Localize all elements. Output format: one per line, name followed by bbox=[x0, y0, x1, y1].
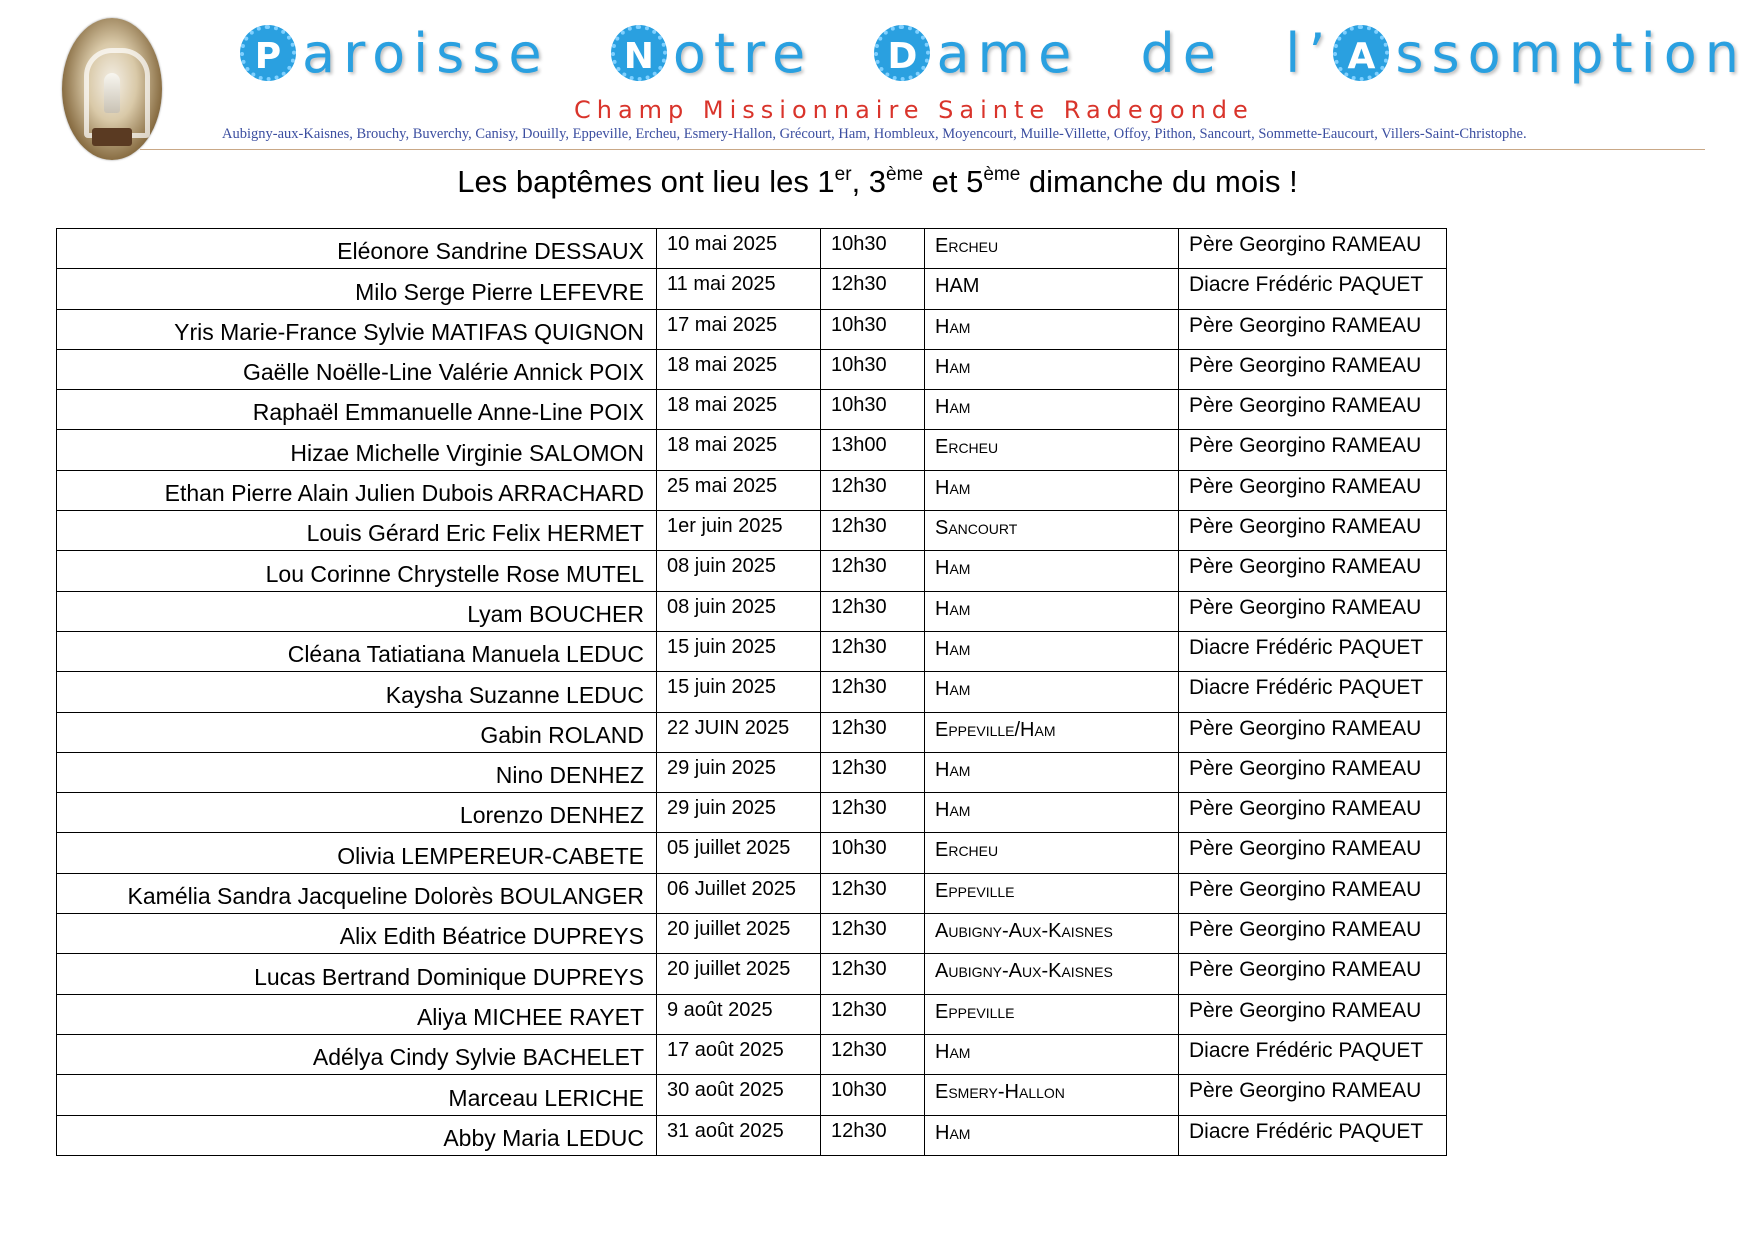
time-cell: 12h30 bbox=[821, 793, 925, 833]
headline-sup: er bbox=[834, 164, 852, 185]
date-cell: 18 mai 2025 bbox=[657, 430, 821, 470]
officiant-cell: Père Georgino RAMEAU bbox=[1179, 873, 1447, 913]
parish-title bbox=[240, 22, 1747, 92]
officiant-cell: Diacre Frédéric PAQUET bbox=[1179, 631, 1447, 671]
officiant-cell: Père Georgino RAMEAU bbox=[1179, 793, 1447, 833]
child-name-cell: Adélya Cindy Sylvie BACHELET bbox=[57, 1034, 657, 1074]
headline-text: dimanche du mois ! bbox=[1020, 164, 1298, 199]
logo-statue bbox=[104, 73, 120, 113]
time-cell: 12h30 bbox=[821, 994, 925, 1034]
child-name-cell: Alix Edith Béatrice DUPREYS bbox=[57, 914, 657, 954]
place-cell: Ham bbox=[925, 631, 1179, 671]
date-cell: 1er juin 2025 bbox=[657, 511, 821, 551]
officiant-cell: Père Georgino RAMEAU bbox=[1179, 1075, 1447, 1115]
officiant-cell: Père Georgino RAMEAU bbox=[1179, 833, 1447, 873]
place-cell: Aubigny-Aux-Kaisnes bbox=[925, 914, 1179, 954]
table-row bbox=[57, 470, 1447, 510]
officiant-cell: Père Georgino RAMEAU bbox=[1179, 229, 1447, 269]
date-cell: 05 juillet 2025 bbox=[657, 833, 821, 873]
date-cell: 17 août 2025 bbox=[657, 1034, 821, 1074]
child-name-cell: Lou Corinne Chrystelle Rose MUTEL bbox=[57, 551, 657, 591]
time-cell: 12h30 bbox=[821, 591, 925, 631]
date-cell: 11 mai 2025 bbox=[657, 269, 821, 309]
officiant-cell: Père Georgino RAMEAU bbox=[1179, 954, 1447, 994]
time-cell: 12h30 bbox=[821, 954, 925, 994]
child-name-cell: Cléana Tatiatiana Manuela LEDUC bbox=[57, 631, 657, 671]
date-cell: 29 juin 2025 bbox=[657, 752, 821, 792]
time-cell: 12h30 bbox=[821, 873, 925, 913]
date-cell: 22 JUIN 2025 bbox=[657, 712, 821, 752]
child-name-cell: Milo Serge Pierre LEFEVRE bbox=[57, 269, 657, 309]
title-word bbox=[1285, 22, 1333, 85]
child-name-cell: Yris Marie-France Sylvie MATIFAS QUIGNON bbox=[57, 309, 657, 349]
date-cell: 18 mai 2025 bbox=[657, 390, 821, 430]
officiant-cell: Diacre Frédéric PAQUET bbox=[1179, 1115, 1447, 1155]
officiant-cell: Diacre Frédéric PAQUET bbox=[1179, 672, 1447, 712]
place-cell: Ham bbox=[925, 793, 1179, 833]
officiant-cell: Père Georgino RAMEAU bbox=[1179, 511, 1447, 551]
table-row bbox=[57, 712, 1447, 752]
title-word bbox=[611, 22, 813, 85]
title-rest: ame bbox=[936, 22, 1080, 85]
child-name-cell: Lucas Bertrand Dominique DUPREYS bbox=[57, 954, 657, 994]
child-name-cell: Nino DENHEZ bbox=[57, 752, 657, 792]
time-cell: 12h30 bbox=[821, 914, 925, 954]
date-cell: 29 juin 2025 bbox=[657, 793, 821, 833]
date-cell: 20 juillet 2025 bbox=[657, 914, 821, 954]
table-row bbox=[57, 309, 1447, 349]
place-cell: Ercheu bbox=[925, 430, 1179, 470]
child-name-cell: Gabin ROLAND bbox=[57, 712, 657, 752]
child-name-cell: Gaëlle Noëlle-Line Valérie Annick POIX bbox=[57, 349, 657, 389]
title-rest: ssomption bbox=[1395, 22, 1747, 85]
place-cell: Esmery-Hallon bbox=[925, 1075, 1179, 1115]
date-cell: 08 juin 2025 bbox=[657, 551, 821, 591]
time-cell: 12h30 bbox=[821, 1115, 925, 1155]
table-row bbox=[57, 793, 1447, 833]
place-cell: Ham bbox=[925, 470, 1179, 510]
table-row bbox=[57, 672, 1447, 712]
child-name-cell: Louis Gérard Eric Felix HERMET bbox=[57, 511, 657, 551]
child-name-cell: Kaysha Suzanne LEDUC bbox=[57, 672, 657, 712]
place-cell: Sancourt bbox=[925, 511, 1179, 551]
time-cell: 12h30 bbox=[821, 631, 925, 671]
title-rest: otre bbox=[672, 22, 814, 85]
date-cell: 31 août 2025 bbox=[657, 1115, 821, 1155]
time-cell: 13h00 bbox=[821, 430, 925, 470]
time-cell: 12h30 bbox=[821, 672, 925, 712]
title-word bbox=[1333, 22, 1747, 85]
place-cell: Ham bbox=[925, 309, 1179, 349]
baptism-table bbox=[56, 228, 1447, 1156]
child-name-cell: Lyam BOUCHER bbox=[57, 591, 657, 631]
headline-sup: ème bbox=[983, 164, 1021, 185]
child-name-cell: Ethan Pierre Alain Julien Dubois ARRACHARD bbox=[57, 470, 657, 510]
officiant-cell: Père Georgino RAMEAU bbox=[1179, 309, 1447, 349]
date-cell: 06 Juillet 2025 bbox=[657, 873, 821, 913]
time-cell: 10h30 bbox=[821, 229, 925, 269]
time-cell: 12h30 bbox=[821, 269, 925, 309]
mission-subtitle: Champ Missionnaire Sainte Radegonde bbox=[574, 96, 1254, 124]
child-name-cell: Eléonore Sandrine DESSAUX bbox=[57, 229, 657, 269]
parish-logo bbox=[62, 18, 162, 160]
date-cell: 20 juillet 2025 bbox=[657, 954, 821, 994]
date-cell: 15 juin 2025 bbox=[657, 631, 821, 671]
table-row bbox=[57, 591, 1447, 631]
baptism-schedule-headline bbox=[0, 164, 1755, 200]
child-name-cell: Kamélia Sandra Jacqueline Dolorès BOULANGER bbox=[57, 873, 657, 913]
place-cell: Ham bbox=[925, 591, 1179, 631]
place-cell: HAM bbox=[925, 269, 1179, 309]
villages-list: Aubigny-aux-Kaisnes, Brouchy, Buverchy, Canisy, Douilly, Eppeville, Ercheu, Esmery-Hallon, Grécourt, Ham, Hombleux, Moyencourt, Muille-Villette, Offoy, Pithon, Sancourt, Sommette-Eaucourt, Villers-Saint-Christophe. bbox=[222, 126, 1527, 142]
officiant-cell: Père Georgino RAMEAU bbox=[1179, 551, 1447, 591]
time-cell: 12h30 bbox=[821, 551, 925, 591]
table-row bbox=[57, 229, 1447, 269]
table-row bbox=[57, 873, 1447, 913]
officiant-cell: Père Georgino RAMEAU bbox=[1179, 994, 1447, 1034]
officiant-cell: Père Georgino RAMEAU bbox=[1179, 430, 1447, 470]
time-cell: 12h30 bbox=[821, 470, 925, 510]
time-cell: 10h30 bbox=[821, 349, 925, 389]
place-cell: Ercheu bbox=[925, 229, 1179, 269]
child-name-cell: Lorenzo DENHEZ bbox=[57, 793, 657, 833]
title-rest: aroisse bbox=[302, 22, 550, 85]
place-cell: Aubigny-Aux-Kaisnes bbox=[925, 954, 1179, 994]
table-row bbox=[57, 1034, 1447, 1074]
table-row bbox=[57, 1115, 1447, 1155]
officiant-cell: Père Georgino RAMEAU bbox=[1179, 591, 1447, 631]
place-cell: Ham bbox=[925, 1115, 1179, 1155]
date-cell: 17 mai 2025 bbox=[657, 309, 821, 349]
title-word bbox=[874, 22, 1079, 85]
officiant-cell: Père Georgino RAMEAU bbox=[1179, 712, 1447, 752]
time-cell: 10h30 bbox=[821, 1075, 925, 1115]
place-cell: Eppeville/Ham bbox=[925, 712, 1179, 752]
baptism-table-body bbox=[57, 229, 1447, 1156]
title-word bbox=[240, 22, 550, 85]
time-cell: 12h30 bbox=[821, 1034, 925, 1074]
officiant-cell: Père Georgino RAMEAU bbox=[1179, 390, 1447, 430]
officiant-cell: Père Georgino RAMEAU bbox=[1179, 914, 1447, 954]
table-row bbox=[57, 1075, 1447, 1115]
time-cell: 12h30 bbox=[821, 712, 925, 752]
officiant-cell: Diacre Frédéric PAQUET bbox=[1179, 269, 1447, 309]
table-row bbox=[57, 269, 1447, 309]
table-row bbox=[57, 954, 1447, 994]
child-name-cell: Marceau LERICHE bbox=[57, 1075, 657, 1115]
table-row bbox=[57, 833, 1447, 873]
time-cell: 10h30 bbox=[821, 390, 925, 430]
table-row bbox=[57, 349, 1447, 389]
child-name-cell: Abby Maria LEDUC bbox=[57, 1115, 657, 1155]
title-initial: P bbox=[240, 25, 296, 81]
title-word bbox=[1141, 22, 1225, 85]
place-cell: Ercheu bbox=[925, 833, 1179, 873]
table-row bbox=[57, 390, 1447, 430]
date-cell: 10 mai 2025 bbox=[657, 229, 821, 269]
date-cell: 15 juin 2025 bbox=[657, 672, 821, 712]
time-cell: 10h30 bbox=[821, 833, 925, 873]
time-cell: 10h30 bbox=[821, 309, 925, 349]
headline-text: Les baptêmes ont lieu les 1 bbox=[457, 164, 835, 199]
date-cell: 30 août 2025 bbox=[657, 1075, 821, 1115]
table-row bbox=[57, 994, 1447, 1034]
date-cell: 08 juin 2025 bbox=[657, 591, 821, 631]
date-cell: 25 mai 2025 bbox=[657, 470, 821, 510]
title-initial: A bbox=[1333, 25, 1389, 81]
date-cell: 9 août 2025 bbox=[657, 994, 821, 1034]
child-name-cell: Raphaël Emmanuelle Anne-Line POIX bbox=[57, 390, 657, 430]
table-row bbox=[57, 914, 1447, 954]
logo-base bbox=[92, 128, 132, 146]
child-name-cell: Hizae Michelle Virginie SALOMON bbox=[57, 430, 657, 470]
officiant-cell: Père Georgino RAMEAU bbox=[1179, 470, 1447, 510]
table-row bbox=[57, 631, 1447, 671]
headline-sup: ème bbox=[886, 164, 924, 185]
place-cell: Eppeville bbox=[925, 873, 1179, 913]
place-cell: Ham bbox=[925, 551, 1179, 591]
table-row bbox=[57, 551, 1447, 591]
child-name-cell: Olivia LEMPEREUR-CABETE bbox=[57, 833, 657, 873]
title-rest: l’ bbox=[1285, 22, 1334, 85]
place-cell: Ham bbox=[925, 390, 1179, 430]
table-row bbox=[57, 430, 1447, 470]
time-cell: 12h30 bbox=[821, 752, 925, 792]
date-cell: 18 mai 2025 bbox=[657, 349, 821, 389]
time-cell: 12h30 bbox=[821, 511, 925, 551]
header-divider bbox=[140, 149, 1705, 150]
place-cell: Ham bbox=[925, 1034, 1179, 1074]
place-cell: Eppeville bbox=[925, 994, 1179, 1034]
table-row bbox=[57, 511, 1447, 551]
headline-text: , 3 bbox=[851, 164, 887, 199]
place-cell: Ham bbox=[925, 672, 1179, 712]
table-row bbox=[57, 752, 1447, 792]
child-name-cell: Aliya MICHEE RAYET bbox=[57, 994, 657, 1034]
title-initial: N bbox=[611, 25, 667, 81]
officiant-cell: Père Georgino RAMEAU bbox=[1179, 752, 1447, 792]
officiant-cell: Père Georgino RAMEAU bbox=[1179, 349, 1447, 389]
title-initial: D bbox=[874, 25, 930, 81]
officiant-cell: Diacre Frédéric PAQUET bbox=[1179, 1034, 1447, 1074]
place-cell: Ham bbox=[925, 349, 1179, 389]
place-cell: Ham bbox=[925, 752, 1179, 792]
headline-text: et 5 bbox=[923, 164, 984, 199]
title-rest: de bbox=[1140, 22, 1225, 85]
